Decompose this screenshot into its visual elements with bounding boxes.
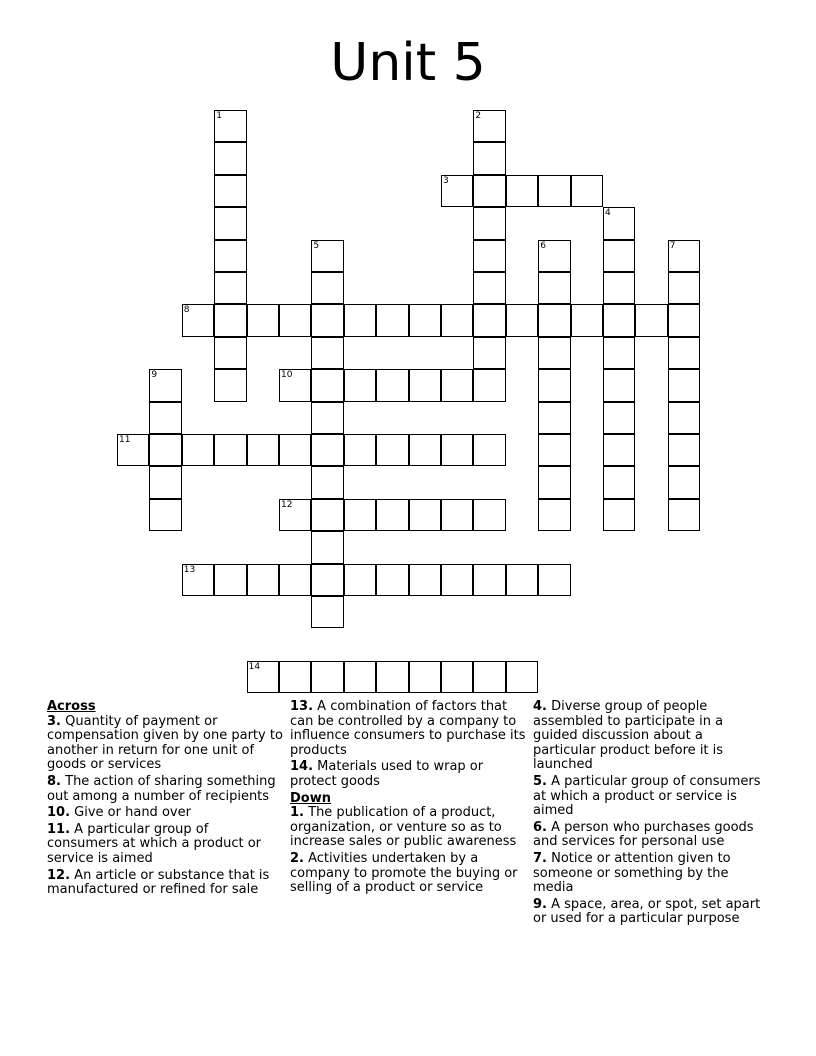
grid-cell[interactable]	[603, 337, 635, 369]
grid-cell[interactable]	[311, 434, 343, 466]
grid-cell[interactable]	[473, 661, 505, 693]
grid-cell[interactable]	[311, 661, 343, 693]
grid-cell[interactable]	[668, 434, 700, 466]
grid-cell[interactable]	[279, 661, 311, 693]
grid-cell[interactable]	[668, 272, 700, 304]
grid-cell[interactable]	[344, 564, 376, 596]
clue-number: 6	[540, 240, 546, 251]
clue-across-10: 10. Give or hand over	[47, 805, 191, 821]
grid-cell[interactable]	[603, 434, 635, 466]
grid-cell[interactable]	[668, 499, 700, 531]
grid-cell[interactable]	[376, 434, 408, 466]
grid-cell[interactable]	[214, 272, 246, 304]
grid-cell[interactable]	[506, 175, 538, 207]
grid-cell[interactable]	[473, 207, 505, 239]
clues-column-2	[290, 700, 526, 898]
clue-number: 8	[183, 305, 190, 316]
grid-cell[interactable]	[214, 142, 246, 174]
across-heading: Across	[47, 699, 96, 714]
clue-number: 1	[216, 111, 222, 121]
grid-cell[interactable]	[311, 240, 343, 272]
grid-cell[interactable]	[344, 304, 376, 336]
grid-cell[interactable]	[473, 499, 505, 531]
grid-cell[interactable]	[603, 369, 635, 401]
grid-cell[interactable]	[603, 499, 635, 531]
grid-cell[interactable]	[182, 564, 214, 596]
grid-cell[interactable]	[311, 564, 343, 596]
grid-cell[interactable]	[603, 272, 635, 304]
clues-column-1	[47, 700, 283, 900]
grid-cell[interactable]	[668, 337, 700, 369]
grid-cell[interactable]	[603, 207, 635, 239]
grid-cell[interactable]	[376, 661, 408, 693]
grid-cell[interactable]	[538, 402, 570, 434]
grid-cell[interactable]	[344, 499, 376, 531]
clue-across-8: 8. The action of sharing something out among a number of recipients	[47, 773, 276, 804]
grid-cell[interactable]	[538, 499, 570, 531]
grid-cell[interactable]	[376, 304, 408, 336]
grid-cell[interactable]	[214, 175, 246, 207]
grid-cell[interactable]	[506, 661, 538, 693]
clue-down-6: 6. A person who purchases goods and services for personal use	[533, 819, 754, 850]
grid-cell[interactable]	[441, 499, 473, 531]
grid-cell[interactable]	[311, 466, 343, 498]
grid-cell[interactable]	[668, 369, 700, 401]
clue-down-9: 9. A space, area, or spot, set apart or used for a particular purpose	[533, 896, 761, 927]
grid-cell[interactable]	[441, 175, 473, 207]
grid-cell[interactable]	[376, 369, 408, 401]
grid-cell[interactable]	[538, 175, 570, 207]
grid-cell[interactable]	[538, 564, 570, 596]
grid-cell[interactable]	[279, 304, 311, 336]
grid-cell[interactable]	[279, 369, 311, 401]
grid-cell[interactable]	[441, 434, 473, 466]
grid-cell[interactable]	[344, 434, 376, 466]
grid-cell[interactable]	[441, 661, 473, 693]
grid-cell[interactable]	[149, 434, 181, 466]
clues-column-3	[533, 700, 769, 929]
grid-cell[interactable]	[441, 304, 473, 336]
grid-cell[interactable]	[117, 434, 149, 466]
grid-cell[interactable]	[473, 142, 505, 174]
grid-cell[interactable]	[247, 434, 279, 466]
grid-cell[interactable]	[214, 337, 246, 369]
grid-cell[interactable]	[279, 434, 311, 466]
grid-cell[interactable]	[571, 304, 603, 336]
grid-cell[interactable]	[214, 207, 246, 239]
grid-cell[interactable]	[538, 337, 570, 369]
grid-cell[interactable]	[311, 596, 343, 628]
grid-cell[interactable]	[247, 661, 279, 693]
clue-across-11: 11. A particular group of consumers at which a product or service is aimed	[47, 821, 261, 866]
grid-cell[interactable]	[311, 304, 343, 336]
grid-cell[interactable]	[311, 402, 343, 434]
grid-cell[interactable]	[603, 304, 635, 336]
clue-number: 11	[119, 435, 131, 445]
down-heading: Down	[290, 790, 331, 806]
grid-cell[interactable]	[409, 564, 441, 596]
clue-across-12: 12. An article or substance that is manufactured or refined for sale	[47, 867, 270, 898]
clue-number: 13	[183, 564, 196, 575]
grid-cell[interactable]	[409, 434, 441, 466]
grid-cell[interactable]	[506, 304, 538, 336]
clue-number: 14	[248, 661, 261, 672]
grid-cell[interactable]	[182, 434, 214, 466]
clue-down-1: 1. The publication of a product, organization, or venture so as to increase sales or public awareness	[290, 805, 517, 850]
grid-cell[interactable]	[538, 272, 570, 304]
clue-down-2: 2. Activities undertaken by a company to promote the buying or selling of a product or service	[290, 850, 518, 896]
grid-cell[interactable]	[635, 304, 667, 336]
grid-cell[interactable]	[182, 304, 214, 336]
clue-across-3: 3. Quantity of payment or compensation given by one party to another in return for one unit of goods or services	[47, 713, 283, 773]
grid-cell[interactable]	[247, 304, 279, 336]
grid-cell[interactable]	[538, 240, 570, 272]
grid-cell[interactable]	[376, 499, 408, 531]
grid-cell[interactable]	[409, 304, 441, 336]
grid-cell[interactable]	[473, 304, 505, 336]
grid-cell[interactable]	[311, 272, 343, 304]
grid-cell[interactable]	[344, 369, 376, 401]
grid-cell[interactable]	[311, 531, 343, 563]
grid-cell[interactable]	[668, 466, 700, 498]
grid-cell[interactable]	[603, 402, 635, 434]
grid-cell[interactable]	[214, 564, 246, 596]
grid-cell[interactable]	[247, 564, 279, 596]
grid-cell[interactable]	[149, 499, 181, 531]
grid-cell[interactable]	[214, 434, 246, 466]
grid-cell[interactable]	[214, 240, 246, 272]
clue-down-4: 4. Diverse group of people assembled to participate in a guided discussion about a particular product before it is launched	[533, 699, 724, 773]
grid-cell[interactable]	[149, 369, 181, 401]
page-title: Unit 5	[330, 33, 486, 93]
grid-cell[interactable]	[279, 564, 311, 596]
grid-cell[interactable]	[473, 175, 505, 207]
grid-cell[interactable]	[668, 240, 700, 272]
grid-cell[interactable]	[473, 110, 505, 142]
grid-cell[interactable]	[214, 369, 246, 401]
grid-cell[interactable]	[409, 661, 441, 693]
clue-across-14: 14. Materials used to wrap or protect goods	[290, 759, 484, 789]
grid-cell[interactable]	[344, 661, 376, 693]
clue-number: 2	[475, 111, 482, 121]
grid-cell[interactable]	[473, 272, 505, 304]
grid-cell[interactable]	[603, 240, 635, 272]
grid-cell[interactable]	[311, 369, 343, 401]
grid-cell[interactable]	[538, 304, 570, 336]
grid-cell[interactable]	[311, 499, 343, 531]
grid-cell[interactable]	[279, 499, 311, 531]
grid-cell[interactable]	[538, 466, 570, 498]
grid-cell[interactable]	[376, 564, 408, 596]
grid-cell[interactable]	[311, 337, 343, 369]
grid-cell[interactable]	[441, 564, 473, 596]
grid-cell[interactable]	[668, 304, 700, 336]
clue-number: 5	[313, 240, 320, 251]
grid-cell[interactable]	[409, 499, 441, 531]
grid-cell[interactable]	[473, 434, 505, 466]
clue-number: 12	[281, 499, 293, 510]
grid-cell[interactable]	[473, 369, 505, 401]
grid-cell[interactable]	[668, 402, 700, 434]
grid-cell[interactable]	[473, 564, 505, 596]
grid-cell[interactable]	[149, 466, 181, 498]
clue-across-13: 13. A combination of factors that can be controlled by a company to influence consumers to purchase its products	[290, 699, 526, 758]
clue-number: 10	[281, 370, 293, 381]
clue-number: 3	[443, 175, 449, 186]
clue-down-5: 5. A particular group of consumers at which a product or service is aimed	[533, 773, 761, 819]
grid-cell[interactable]	[571, 175, 603, 207]
grid-cell[interactable]	[214, 110, 246, 142]
grid-cell[interactable]	[149, 402, 181, 434]
grid-cell[interactable]	[473, 337, 505, 369]
clue-number: 9	[151, 370, 158, 381]
clue-number: 7	[669, 240, 676, 251]
grid-cell[interactable]	[409, 369, 441, 401]
grid-cell[interactable]	[506, 564, 538, 596]
grid-cell[interactable]	[441, 369, 473, 401]
clue-number: 4	[605, 208, 611, 219]
clue-down-7: 7. Notice or attention given to someone or something by the media	[533, 850, 731, 896]
grid-cell[interactable]	[473, 240, 505, 272]
grid-cell[interactable]	[538, 369, 570, 401]
grid-cell[interactable]	[603, 466, 635, 498]
grid-cell[interactable]	[214, 304, 246, 336]
grid-cell[interactable]	[538, 434, 570, 466]
